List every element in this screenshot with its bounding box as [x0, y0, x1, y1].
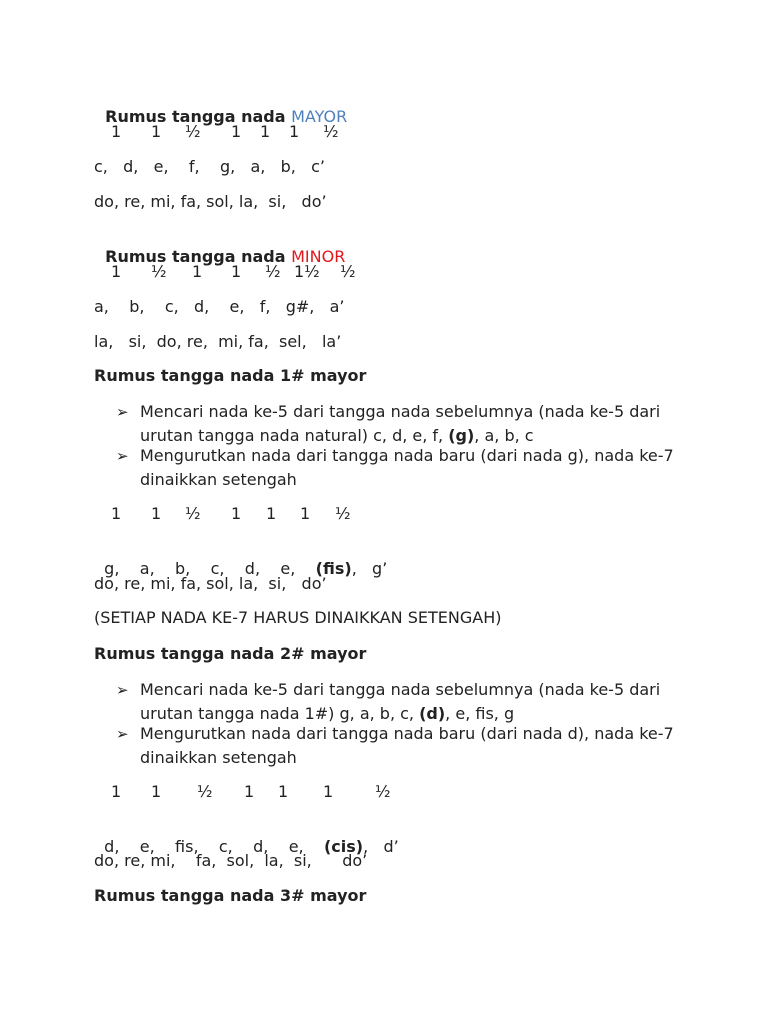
interval: 1	[111, 782, 122, 801]
interval: 1	[111, 122, 122, 141]
sharp1-note: (SETIAP NADA KE-7 HARUS DINAIKKAN SETENGAH)	[94, 608, 502, 627]
interval: 1	[151, 504, 162, 523]
sharp1-bullet-1: Mencari nada ke-5 dari tangga nada sebelumnya (nada ke-5 dari urutan tangga nada natural) c, d, e, f, (g), a, b, c	[140, 402, 661, 445]
interval: ½	[375, 782, 391, 801]
interval: 1	[323, 782, 334, 801]
mayor-solfege: do, re, mi, fa, sol, la, si, do’	[94, 192, 327, 211]
interval: 1	[278, 782, 289, 801]
heading-minor-text: Rumus tangga nada	[105, 247, 292, 266]
interval: 1	[266, 504, 277, 523]
heading-2-sharp: Rumus tangga nada 2# mayor	[94, 644, 367, 663]
heading-mayor	[94, 87, 347, 127]
sharp2-bullet-1: Mencari nada ke-5 dari tangga nada sebelumnya (nada ke-5 dari urutan tangga nada 1#) g, a, b, c, (d), e, fis, g	[140, 680, 661, 723]
minor-notes: a, b, c, d, e, f, g#, a’	[94, 297, 345, 316]
heading-mayor-text: Rumus tangga nada	[105, 107, 292, 126]
minor-solfege: la, si, do, re, mi, fa, sel, la’	[94, 332, 342, 351]
sharp2-bullet-2: Mengurutkan nada dari tangga nada baru (dari nada d), nada ke-7 dinaikkan setengah	[140, 724, 674, 767]
interval: ½	[323, 122, 339, 141]
sharp2-intervals	[0, 782, 768, 802]
heading-3-sharp: Rumus tangga nada 3# mayor	[94, 886, 367, 905]
sharp2-solfege: do, re, mi, fa, sol, la, si, do’	[94, 851, 368, 870]
interval: 1	[231, 262, 242, 281]
interval: 1	[260, 122, 271, 141]
interval: ½	[185, 504, 201, 523]
interval: ½	[197, 782, 213, 801]
sharp1-solfege: do, re, mi, fa, sol, la, si, do’	[94, 574, 327, 593]
interval: 1	[111, 504, 122, 523]
sharp2-notes: d, e, fis, c, d, e, (cis), d’	[104, 837, 399, 856]
interval: ½	[335, 504, 351, 523]
interval: 1	[289, 122, 300, 141]
interval: 1	[231, 504, 242, 523]
sharp1-notes: g, a, b, c, d, e, (fis), g’	[104, 559, 388, 578]
mayor-notes: c, d, e, f, g, a, b, c’	[94, 157, 326, 176]
bullet-arrow-icon: ➢	[116, 447, 129, 465]
interval: 1	[300, 504, 311, 523]
sharp1-intervals	[0, 504, 768, 524]
interval: 1	[111, 262, 122, 281]
interval: ½	[151, 262, 167, 281]
heading-1-sharp: Rumus tangga nada 1# mayor	[94, 366, 367, 385]
interval: 1	[231, 122, 242, 141]
heading-mayor-accent: MAYOR	[291, 107, 348, 126]
bullet-arrow-icon: ➢	[116, 403, 129, 421]
interval: 1	[192, 262, 203, 281]
interval: ½	[185, 122, 201, 141]
interval: ½	[265, 262, 281, 281]
heading-minor-accent: MINOR	[291, 247, 346, 266]
bullet-arrow-icon: ➢	[116, 725, 129, 743]
mayor-intervals	[0, 122, 768, 142]
interval: 1½	[294, 262, 320, 281]
heading-minor	[94, 227, 345, 267]
interval: 1	[151, 122, 162, 141]
interval: 1	[151, 782, 162, 801]
minor-intervals	[0, 262, 768, 282]
bullet-arrow-icon: ➢	[116, 681, 129, 699]
sharp1-bullet-2: Mengurutkan nada dari tangga nada baru (dari nada g), nada ke-7 dinaikkan setengah	[140, 446, 674, 489]
interval: 1	[244, 782, 255, 801]
interval: ½	[340, 262, 356, 281]
